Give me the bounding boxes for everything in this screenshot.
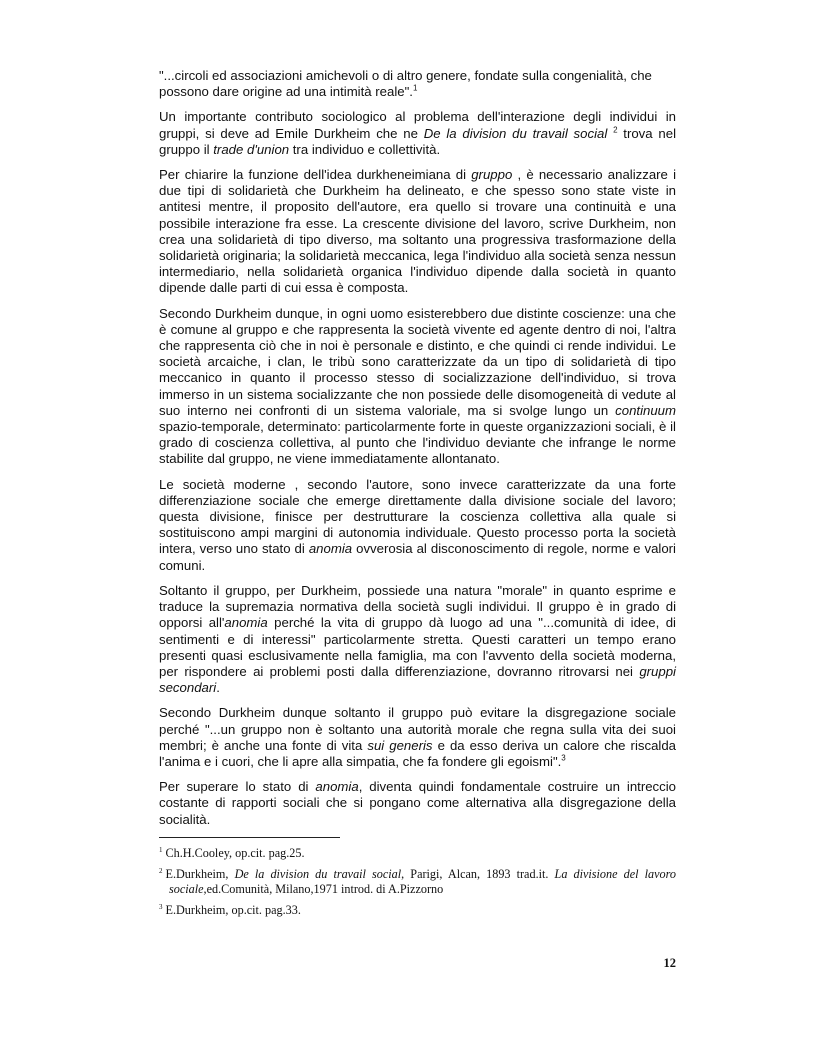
text: Un importante contributo sociologico al problema dell'interazione degli individui in gruppi, si deve ad Emile Durkheim che ne	[159, 109, 676, 141]
text: spazio-temporale, determinato: particolarmente forte in queste organizzazioni sociali, è il grado di coscienza collettiva, al punto che l'individuo deviante che infrange le norme stabilite dal gruppo, ne viene immediatamente allontanato.	[159, 419, 676, 467]
paragraph-durkheim-intro	[159, 109, 676, 158]
emphasis: sui generis	[367, 737, 433, 753]
text: Secondo Durkheim dunque soltanto il gruppo può evitare la disgregazione sociale perché "...un gruppo non è soltanto una autorità morale che regna sulla vita dei suoi membri; è anche una fonte di vita	[159, 705, 676, 753]
emphasis: anomia	[308, 541, 353, 557]
footnote-number: 1	[159, 845, 163, 854]
emphasis: gruppi secondari	[159, 663, 676, 696]
book-title: La divisione del lavoro sociale,	[169, 866, 676, 896]
paragraph-two-consciences	[159, 306, 676, 468]
text: , diventa quindi fondamentale costruire un intreccio costante di rapporti sociali che si pongano come alternativa alla disgregazione della socialità.	[159, 779, 676, 827]
footnote-separator	[159, 837, 340, 838]
text: ovverosia al disconoscimento di regole, norme e valori comuni.	[159, 541, 676, 573]
footnote-3	[159, 903, 676, 918]
text: Per chiarire la funzione dell'idea durkheneimiana di	[159, 167, 472, 183]
paragraph-disintegration	[159, 705, 676, 770]
footnote-text: ed.Comunità, Milano,1971 introd. di A.Pizzorno	[206, 881, 444, 896]
footnote-text: , Parigi, Alcan, 1893 trad.it.	[401, 866, 555, 881]
text: Soltanto il gruppo, per Durkheim, possiede una natura "morale" in quanto esprime e traduce la supremazia normativa della società sugli individui. Il gruppo è in grado di opporsi all'	[159, 582, 676, 631]
footnote-number: 2	[159, 866, 163, 875]
text: Le società moderne , secondo l'autore, sono invece caratterizzate da una forte differenziazione sociale che emerge direttamente dalla divisione sociale del lavoro; questa divisione, finisce per destrutturare la coscienza collettiva alla quale si sostituiscono ampi margini di autonomia individuale. Questo processo porta la società intera, verso uno stato di	[159, 476, 676, 557]
emphasis: continuum	[615, 402, 676, 418]
footnote-text: E.Durkheim, op.cit. pag.33.	[165, 902, 301, 917]
footnote-ref-3[interactable]: 3	[561, 753, 566, 763]
text: trova nel gruppo il	[159, 125, 676, 157]
book-title: De la division du travail social	[423, 125, 608, 141]
paragraph-modern-societies	[159, 477, 676, 574]
text: e da esso deriva un calore che riscalda l'anima e i cuori, che li apre alla simpatia, che fa fondere gli egoismi".	[159, 737, 676, 769]
paragraph-solidarity	[159, 167, 676, 297]
text: "...circoli ed associazioni amichevoli o di altro genere, fondate sulla congenialità, che possono dare origine ad una intimità reale".	[159, 68, 652, 100]
footnote-ref-2[interactable]: 2	[613, 125, 618, 135]
emphasis: anomia	[224, 615, 268, 631]
footnote-ref-1[interactable]: 1	[412, 83, 418, 93]
emphasis: trade d'union	[213, 141, 290, 157]
emphasis: anomia	[315, 779, 359, 795]
text: perché la vita di gruppo dà luogo ad una "...comunità di idee, di sentimenti e di interessi" particolarmente stretta. Questi caratteri un tempo erano presenti quasi esclusivamente nella famiglia, ma con l'avvento della società moderna, per rispondere ai problemi posti dalla differenziazione, dovranno ritrovarsi nei	[159, 615, 676, 679]
footnote-number: 3	[159, 902, 163, 911]
emphasis: gruppo	[471, 167, 513, 183]
paragraph-moral-group	[159, 583, 676, 696]
text: Per superare lo stato di	[159, 779, 316, 795]
document-page	[159, 68, 676, 924]
text: .	[216, 680, 220, 696]
text: , è necessario analizzare i due tipi di solidarietà che Durkheim ha delineato, e che spesso sono state viste in antitesi mentre, il proposito dell'autore, era quello si trovare una continuità e una possibile interazione fra esse. La crescente divisione del lavoro, scrive Durkheim, non crea una solidarietà di tipo diverso, ma soltanto una progressiva trasformazione della solidarietà originaria; la solidarietà meccanica, lega l'individuo alla società senza nessun intermediario, nella solidarietà organica l'individuo dipende dalla società in quanto dipende dalle parti di cui essa è composta.	[159, 167, 676, 296]
book-title: De la division du travail social	[234, 866, 402, 881]
footnote-text: E.Durkheim,	[165, 866, 235, 881]
footnote-1	[159, 846, 676, 861]
text: tra individuo e collettività.	[289, 141, 441, 157]
paragraph-anomia	[159, 779, 676, 828]
text: Secondo Durkheim dunque, in ogni uomo esisterebbero due distinte coscienze: una che è comune al gruppo e che rappresenta la società vivente ed agente dentro di noi, l'altra che rappresenta ciò che in noi è personale e distinto, e che quindi ci rende individui. Le società arcaiche, i clan, le tribù sono caratterizzate da un tipo di solidarietà di tipo meccanico in quanto il processo stesso di socializzazione dell'individuo, si trova immerso in un sistema socializzante che non possiede delle disomogeneità di vedute al suo interno nei confronti di un sistema valoriale, ma si svolge lungo un	[159, 305, 676, 418]
paragraph-cooley-quote	[159, 68, 676, 100]
page-number: 12	[663, 956, 676, 970]
footnote-text: Ch.H.Cooley, op.cit. pag.25.	[165, 845, 305, 860]
footnote-2	[159, 867, 676, 897]
